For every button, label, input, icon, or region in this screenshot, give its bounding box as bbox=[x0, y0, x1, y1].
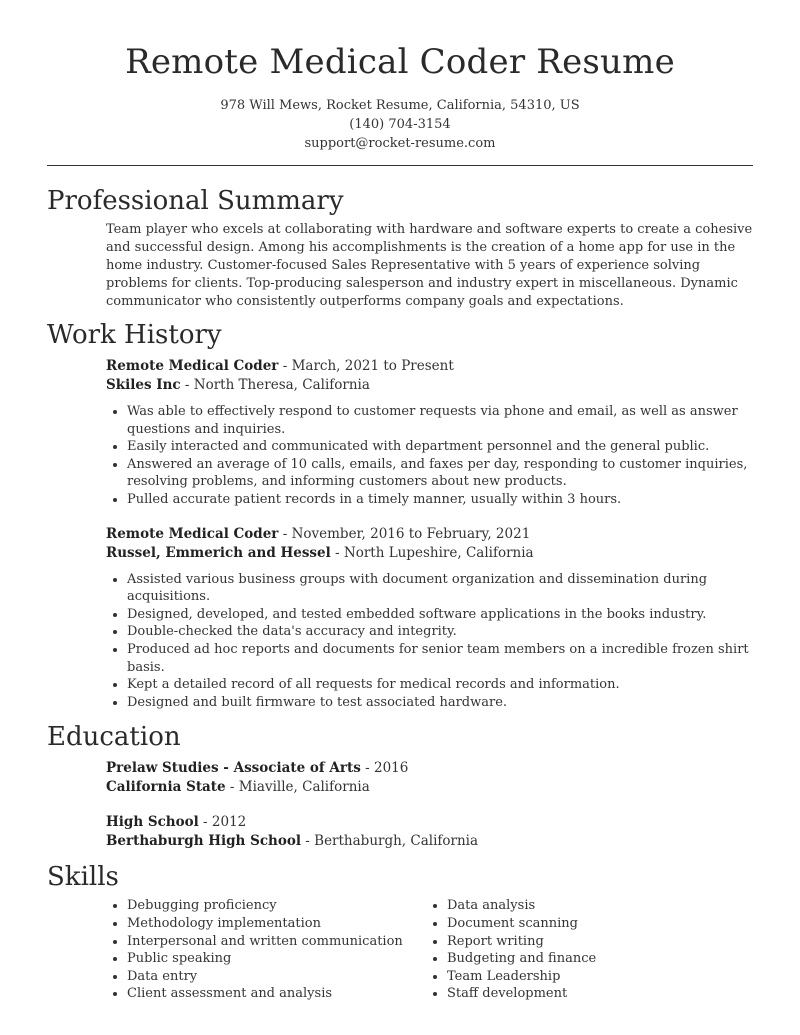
skill-item: • Data analysis bbox=[447, 897, 596, 915]
skills-list bbox=[47, 897, 753, 1003]
education-year: - 2016 bbox=[360, 760, 409, 777]
education-year: - 2012 bbox=[198, 814, 247, 831]
summary-heading: Professional Summary bbox=[47, 186, 344, 216]
job-bullets bbox=[47, 403, 753, 509]
skill-item: • Methodology implementation bbox=[127, 915, 447, 933]
skill-item: • Staff development bbox=[447, 985, 596, 1003]
skill-item: • Debugging proficiency bbox=[127, 897, 447, 915]
job-dates: - November, 2016 to February, 2021 bbox=[278, 525, 531, 542]
job-bullet: • Assisted various business groups with document organization and dissemination during acquisitions. bbox=[127, 571, 753, 606]
job-company-line bbox=[47, 544, 753, 563]
job-bullet: • Was able to effectively respond to customer requests via phone and email, as well as answer questions and inquiries. bbox=[127, 403, 753, 438]
skill-item: • Data entry bbox=[127, 968, 447, 986]
skill-item: • Report writing bbox=[447, 933, 596, 951]
job-bullet: • Answered an average of 10 calls, emails, and faxes per day, responding to customer inquiries, resolving problems, and informing customers about new products. bbox=[127, 456, 753, 491]
education-location: - Miaville, California bbox=[225, 779, 370, 796]
skill-item: • Team Leadership bbox=[447, 968, 596, 986]
skill-item: • Interpersonal and written communication bbox=[127, 933, 447, 951]
job-bullet: • Kept a detailed record of all requests for medical records and information. bbox=[127, 676, 753, 694]
education-location: - Berthaburgh, California bbox=[301, 833, 479, 850]
education-school-line bbox=[47, 778, 753, 797]
job-title-line bbox=[47, 357, 753, 376]
job-company: Russel, Emmerich and Hessel bbox=[106, 544, 331, 561]
work-history-heading: Work History bbox=[47, 320, 222, 350]
skills-column-1 bbox=[127, 897, 447, 1003]
job-bullet: • Pulled accurate patient records in a timely manner, usually within 3 hours. bbox=[127, 491, 753, 509]
education-school: California State bbox=[106, 779, 226, 796]
contact-phone: (140) 704-3154 bbox=[349, 117, 451, 132]
job-location: - North Lupeshire, California bbox=[330, 544, 534, 561]
skill-item: • Client assessment and analysis bbox=[127, 985, 447, 1003]
education-heading: Education bbox=[47, 722, 181, 753]
skill-item: • Public speaking bbox=[127, 950, 447, 968]
job-role: Remote Medical Coder bbox=[106, 525, 279, 542]
job-bullet: • Easily interacted and communicated with department personnel and the general public. bbox=[127, 438, 753, 456]
job-location: - North Theresa, California bbox=[180, 377, 370, 393]
contact-address: 978 Will Mews, Rocket Resume, California, 54310, US bbox=[220, 98, 580, 113]
job-entry bbox=[47, 357, 753, 509]
job-company-line bbox=[47, 376, 753, 395]
job-bullet: • Designed, developed, and tested embedded software applications in the books industry. bbox=[127, 606, 753, 624]
education-degree-line bbox=[47, 759, 753, 778]
resume-title: Remote Medical Coder Resume bbox=[125, 42, 675, 82]
education-entry bbox=[47, 759, 753, 797]
job-bullet: • Designed and built firmware to test associated hardware. bbox=[127, 694, 753, 712]
education-degree: Prelaw Studies - Associate of Arts bbox=[106, 760, 361, 777]
skill-item: • Document scanning bbox=[447, 915, 596, 933]
resume-body bbox=[47, 183, 753, 1003]
job-entry bbox=[47, 525, 753, 712]
skill-item: • Budgeting and finance bbox=[447, 950, 596, 968]
job-company: Skiles Inc bbox=[106, 377, 181, 393]
header-divider bbox=[47, 165, 753, 166]
contact-email: support@rocket-resume.com bbox=[304, 136, 496, 151]
job-title-line bbox=[47, 525, 753, 544]
job-role: Remote Medical Coder bbox=[106, 358, 279, 374]
education-entry bbox=[47, 813, 753, 851]
skills-column-2 bbox=[447, 897, 596, 1003]
education-school: Berthaburgh High School bbox=[106, 833, 301, 850]
job-dates: - March, 2021 to Present bbox=[278, 358, 454, 374]
resume-header bbox=[0, 0, 800, 153]
summary-text: Team player who excels at collaborating with hardware and software experts to create a cohesive and successful design. Among his accomplishments is the creation of a home app for use in the home industry. Customer-focused Sales Representative with 5 years of experience solving problems for clients. Top-producing salesperson and industry expert in miscellaneous. Dynamic communicator who consistently outperforms company goals and expectations. bbox=[106, 222, 753, 309]
education-degree: High School bbox=[106, 814, 199, 831]
skills-heading: Skills bbox=[47, 862, 119, 893]
job-bullet: • Produced ad hoc reports and documents for senior team members on a incredible frozen shirt basis. bbox=[127, 641, 753, 676]
education-degree-line bbox=[47, 813, 753, 832]
education-school-line bbox=[47, 832, 753, 851]
job-bullets bbox=[47, 571, 753, 712]
job-bullet: • Double-checked the data's accuracy and integrity. bbox=[127, 623, 753, 641]
